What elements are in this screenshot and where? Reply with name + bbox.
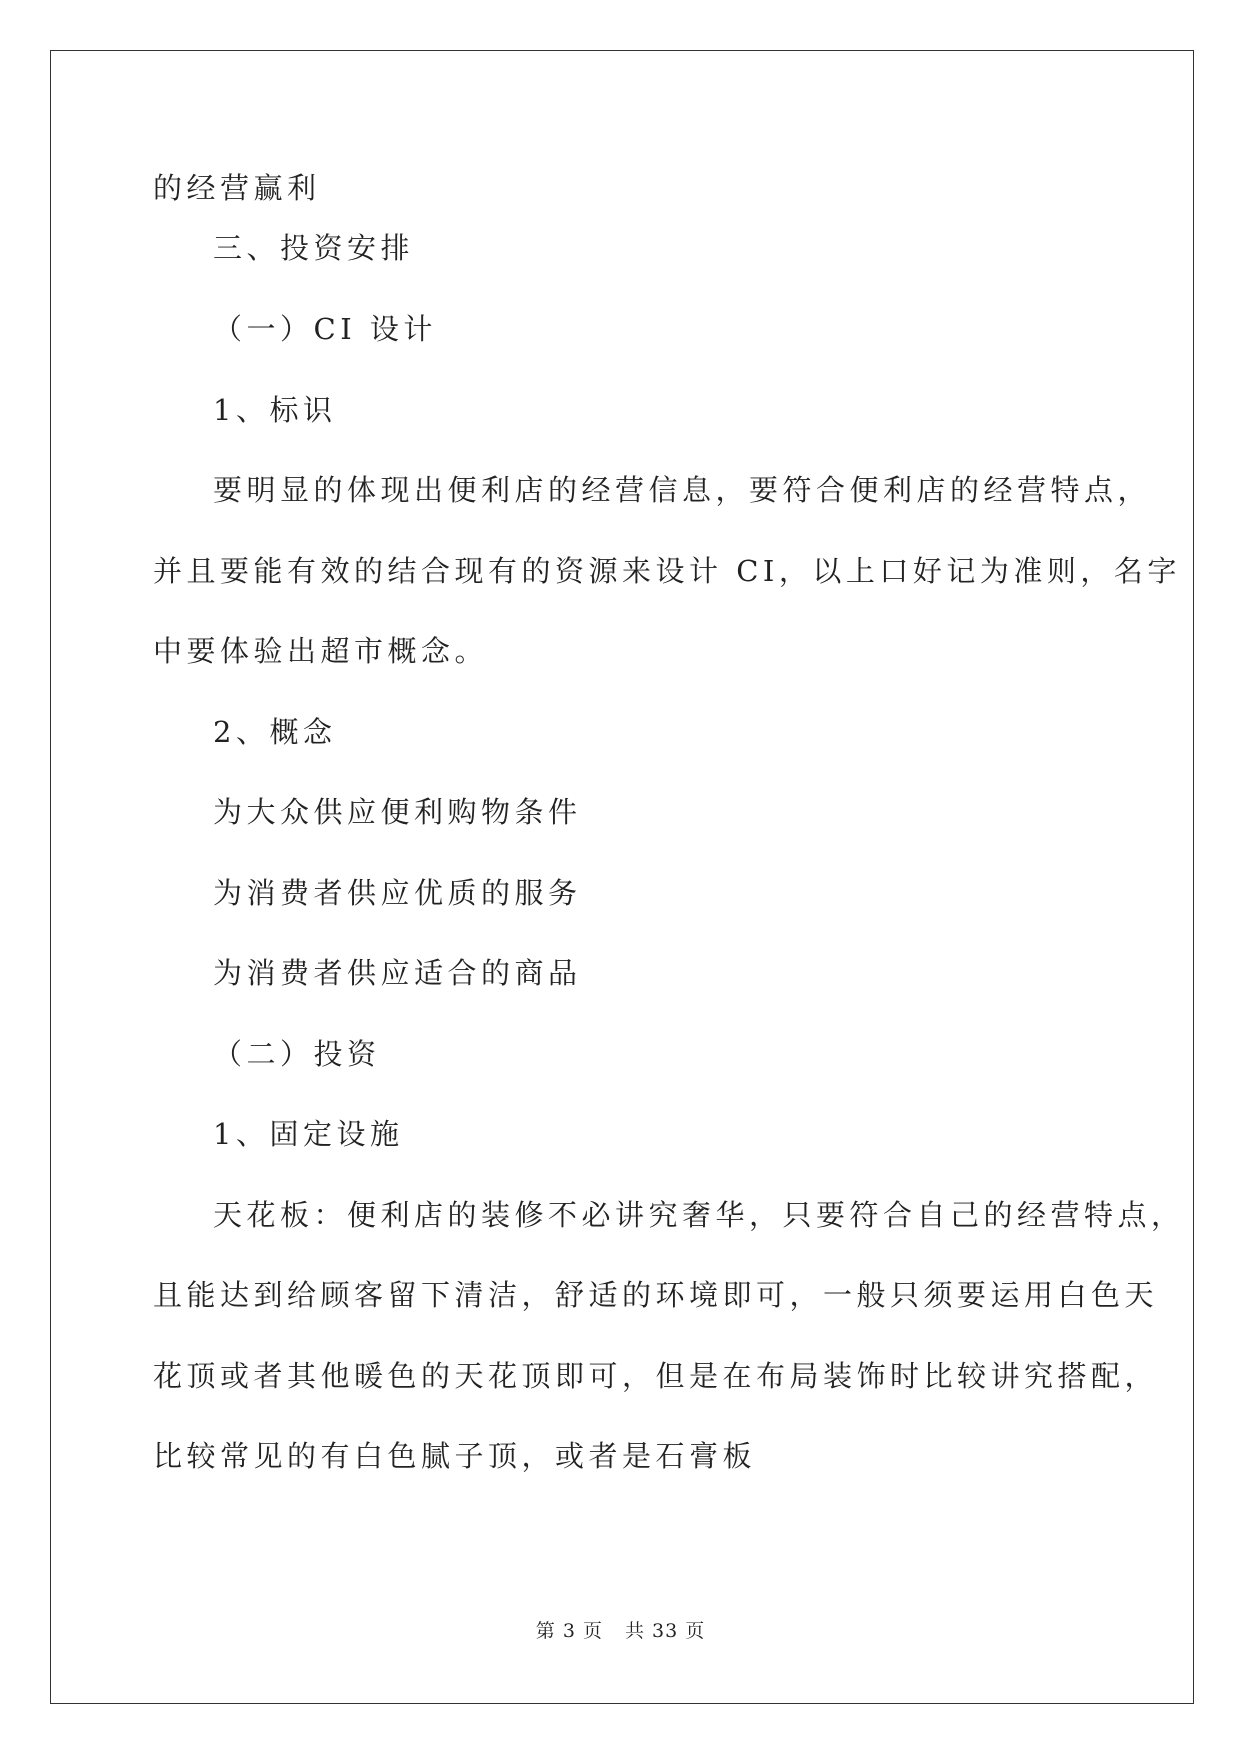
subsection-heading-ci: （一）CI 设计 xyxy=(213,312,437,346)
paragraph-line: 天花板：便利店的装修不必讲究奢华，只要符合自己的经营特点， xyxy=(213,1198,1185,1232)
paragraph-continuation: 的经营赢利 xyxy=(153,171,321,205)
page-number-current: 第 3 页 xyxy=(535,1620,603,1642)
concept-line: 为消费者供应优质的服务 xyxy=(213,876,582,910)
concept-line: 为消费者供应适合的商品 xyxy=(213,956,582,990)
paragraph-line: 并且要能有效的结合现有的资源来设计 CI，以上口好记为准则，名字 xyxy=(153,554,1181,588)
paragraph-line: 中要体验出超市概念。 xyxy=(153,634,489,668)
page-number-total: 共 33 页 xyxy=(624,1620,706,1642)
paragraph-line: 且能达到给顾客留下清洁，舒适的环境即可，一般只须要运用白色天 xyxy=(153,1278,1159,1312)
concept-line: 为大众供应便利购物条件 xyxy=(213,795,582,829)
item-heading-concept: 2、概念 xyxy=(213,715,337,749)
paragraph-line: 比较常见的有白色腻子顶，或者是石膏板 xyxy=(153,1439,757,1473)
paragraph-line: 要明显的体现出便利店的经营信息，要符合便利店的经营特点， xyxy=(213,473,1152,507)
item-heading-fixed-facilities: 1、固定设施 xyxy=(213,1117,404,1151)
page-footer xyxy=(0,1616,1241,1643)
paragraph-line: 花顶或者其他暖色的天花顶即可，但是在布局装饰时比较讲究搭配， xyxy=(153,1359,1159,1393)
subsection-heading-investment: （二）投资 xyxy=(213,1037,381,1071)
section-heading-3: 三、投资安排 xyxy=(213,231,415,265)
item-heading-logo: 1、标识 xyxy=(213,393,337,427)
